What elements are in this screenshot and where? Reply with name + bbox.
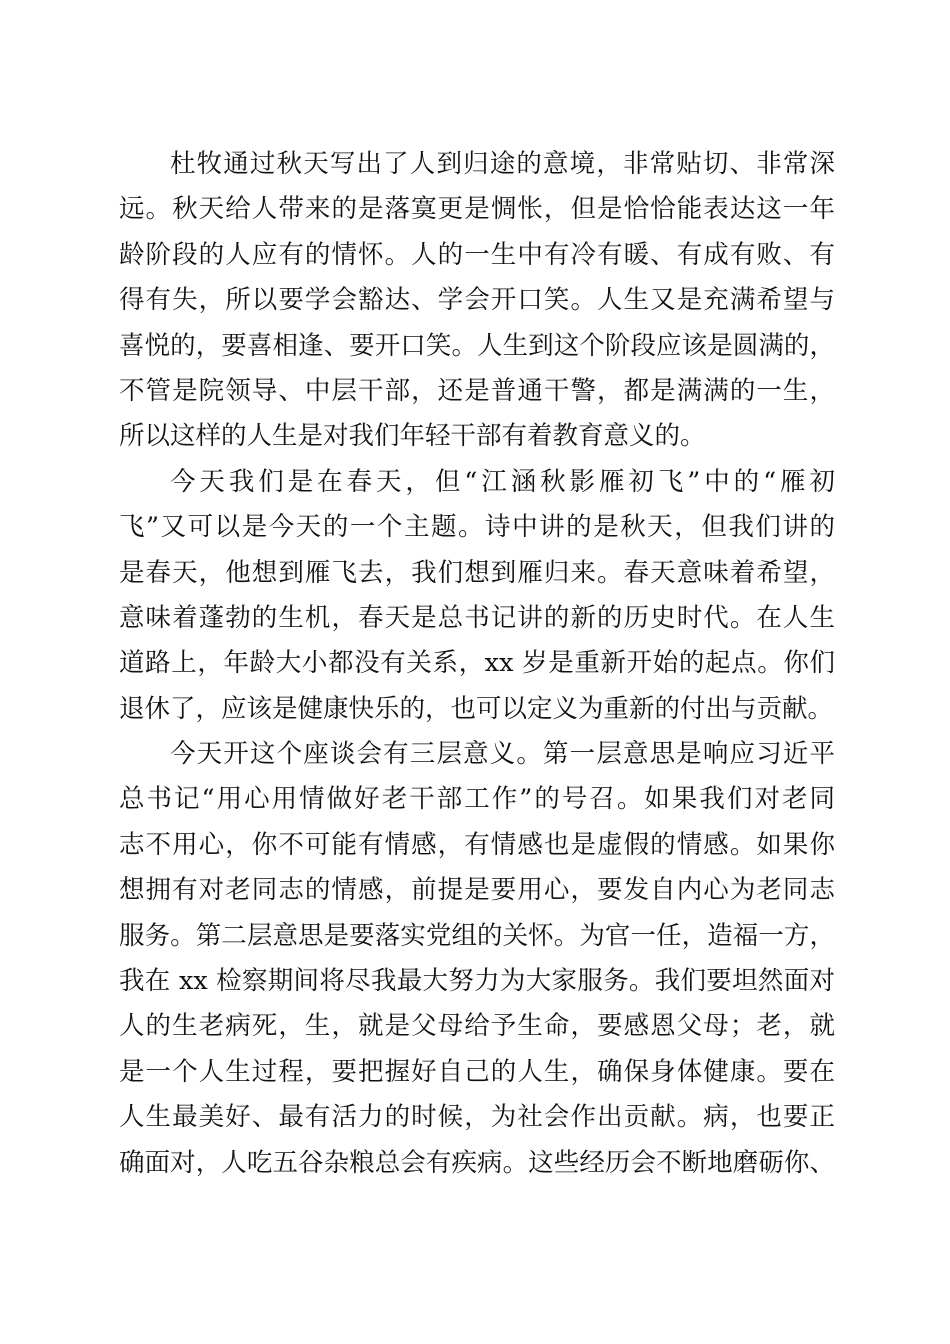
text-line: 人生最美好、最有活力的时候，为社会作出贡献。病，也要正 (119, 1102, 835, 1133)
text-line: 杜牧通过秋天写出了人到归途的意境，非常贴切、非常深 (170, 149, 835, 179)
text-line: 远。秋天给人带来的是落寞更是惆怅，但是恰恰能表达这一年 (119, 194, 835, 225)
text-line: 今天我们是在春天，但“江涵秋影雁初飞”中的“雁初 (170, 466, 835, 497)
text-line: 想拥有对老同志的情感，前提是要用心，要发自内心为老同志 (119, 875, 835, 906)
text-line: 总书记“用心用情做好老干部工作”的号召。如果我们对老同 (119, 784, 835, 815)
paragraph-1 (119, 142, 835, 460)
text-line: 意味着蓬勃的生机，春天是总书记讲的新的历史时代。在人生 (119, 602, 835, 633)
text-line: 不管是院领导、中层干部，还是普通干警，都是满满的一生， (119, 375, 835, 406)
text-line: 服务。第二层意思是要落实党组的关怀。为官一任，造福一方， (119, 920, 835, 951)
text-line: 喜悦的，要喜相逢、要开口笑。人生到这个阶段应该是圆满的， (119, 330, 835, 361)
text-line: 今天开这个座谈会有三层意义。第一层意思是响应习近平 (170, 739, 835, 770)
body-text (119, 142, 835, 1186)
text-line: 我在 xx 检察期间将尽我最大努力为大家服务。我们要坦然面对 (119, 966, 835, 997)
text-line: 所以这样的人生是对我们年轻干部有着教育意义的。 (119, 421, 706, 452)
text-line: 龄阶段的人应有的情怀。人的一生中有冷有暖、有成有败、有 (119, 239, 835, 270)
paragraph-2 (119, 460, 835, 732)
text-line: 是一个人生过程，要把握好自己的人生，确保身体健康。要在 (119, 1056, 835, 1087)
text-line: 得有失，所以要学会豁达、学会开口笑。人生又是充满希望与 (119, 285, 835, 316)
text-line: 道路上，年龄大小都没有关系，xx 岁是重新开始的起点。你们 (119, 648, 835, 679)
paragraph-3 (119, 732, 835, 1186)
text-line: 确面对，人吃五谷杂粮总会有疾病。这些经历会不断地磨砺你、 (119, 1147, 835, 1178)
text-line: 人的生老病死，生，就是父母给予生命，要感恩父母；老，就 (119, 1011, 835, 1042)
text-line: 退休了，应该是健康快乐的，也可以定义为重新的付出与贡献。 (119, 693, 834, 724)
text-line: 飞”又可以是今天的一个主题。诗中讲的是秋天，但我们讲的 (119, 512, 835, 543)
text-line: 是春天，他想到雁飞去，我们想到雁归来。春天意味着希望， (119, 557, 835, 588)
text-line: 志不用心，你不可能有情感，有情感也是虚假的情感。如果你 (119, 829, 835, 860)
